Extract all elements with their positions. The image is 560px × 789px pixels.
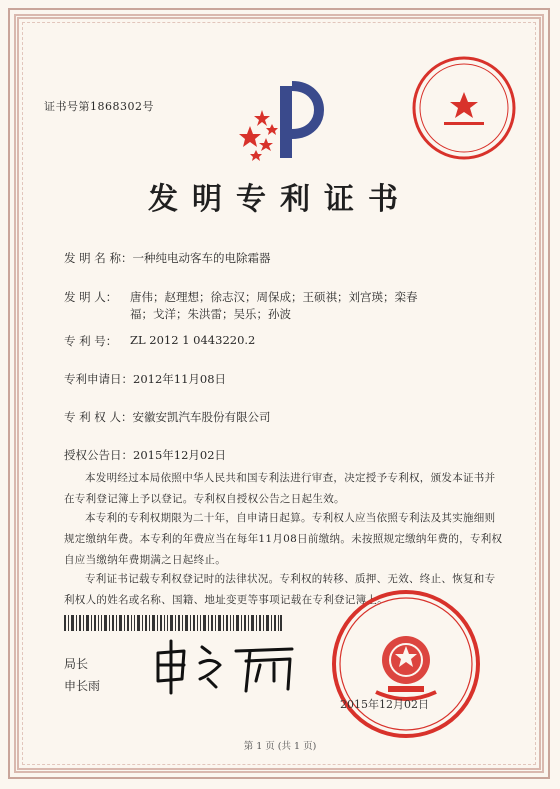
patentee-row bbox=[64, 409, 270, 425]
filing-date-row bbox=[64, 371, 226, 387]
patent-number-row bbox=[64, 333, 255, 349]
page-footer: 第 1 页 (共 1 页) bbox=[243, 741, 317, 752]
patentee-value: 安徽安凯汽车股份有限公司 bbox=[132, 410, 271, 424]
official-seal-icon bbox=[330, 588, 482, 740]
issue-date: 2015年12月02日 bbox=[340, 698, 429, 711]
paragraph-term: 本专利的专利权期限为二十年，自申请日起算。专利权人应当依照专利法及其实施细则规定缴纳年费。本专利的年费应当在每年11月08日前缴纳。未按照规定缴纳年费的，专利权自应当缴纳年费期满之日起终止。 bbox=[64, 512, 503, 566]
certificate-title: 发明专利证书 bbox=[148, 182, 412, 217]
invention-name-row bbox=[64, 250, 270, 266]
patent-number-value: ZL 2012 1 0443220.2 bbox=[130, 333, 256, 347]
paragraph-grant: 本发明经过本局依照中华人民共和国专利法进行审查，决定授予专利权，颁发本证书并在专利登记簿上予以登记。专利权自授权公告之日起生效。 bbox=[64, 472, 496, 505]
certificate-number: 证书号第1868302号 bbox=[44, 100, 154, 113]
inventor-value: 唐伟；赵理想；徐志汉；周保成；王硕祺；刘宫瑛；栾春福；戈洋；朱洪雷；吴乐；孙波 bbox=[130, 290, 418, 321]
inventor-label: 发 明 人： bbox=[64, 290, 118, 304]
inventor-row bbox=[64, 289, 430, 323]
patent-number-label: 专 利 号： bbox=[64, 334, 118, 348]
agent-stamp-icon bbox=[408, 52, 520, 164]
paragraph-legal-status: 专利证书记载专利权登记时的法律状况。专利权的转移、质押、无效、终止、恢复和专利权人的姓名或名称、国籍、地址变更等事项记载在专利登记簿上。 bbox=[64, 573, 496, 606]
grant-date-row bbox=[64, 447, 226, 463]
invention-name-value: 一种纯电动客车的电除霜器 bbox=[132, 251, 271, 265]
director-signature-icon bbox=[150, 635, 300, 695]
patent-office-logo-icon bbox=[228, 78, 340, 166]
invention-name-label: 发 明 名 称： bbox=[64, 251, 133, 265]
director-name: 申长雨 bbox=[64, 679, 101, 693]
patentee-label: 专 利 权 人： bbox=[64, 410, 133, 424]
grant-date-label: 授权公告日： bbox=[64, 448, 133, 462]
director-title: 局长 bbox=[64, 657, 89, 671]
filing-date-value: 2012年11月08日 bbox=[133, 372, 227, 386]
grant-date-value: 2015年12月02日 bbox=[133, 448, 227, 462]
barcode-icon bbox=[64, 615, 282, 631]
filing-date-label: 专利申请日： bbox=[64, 372, 133, 386]
